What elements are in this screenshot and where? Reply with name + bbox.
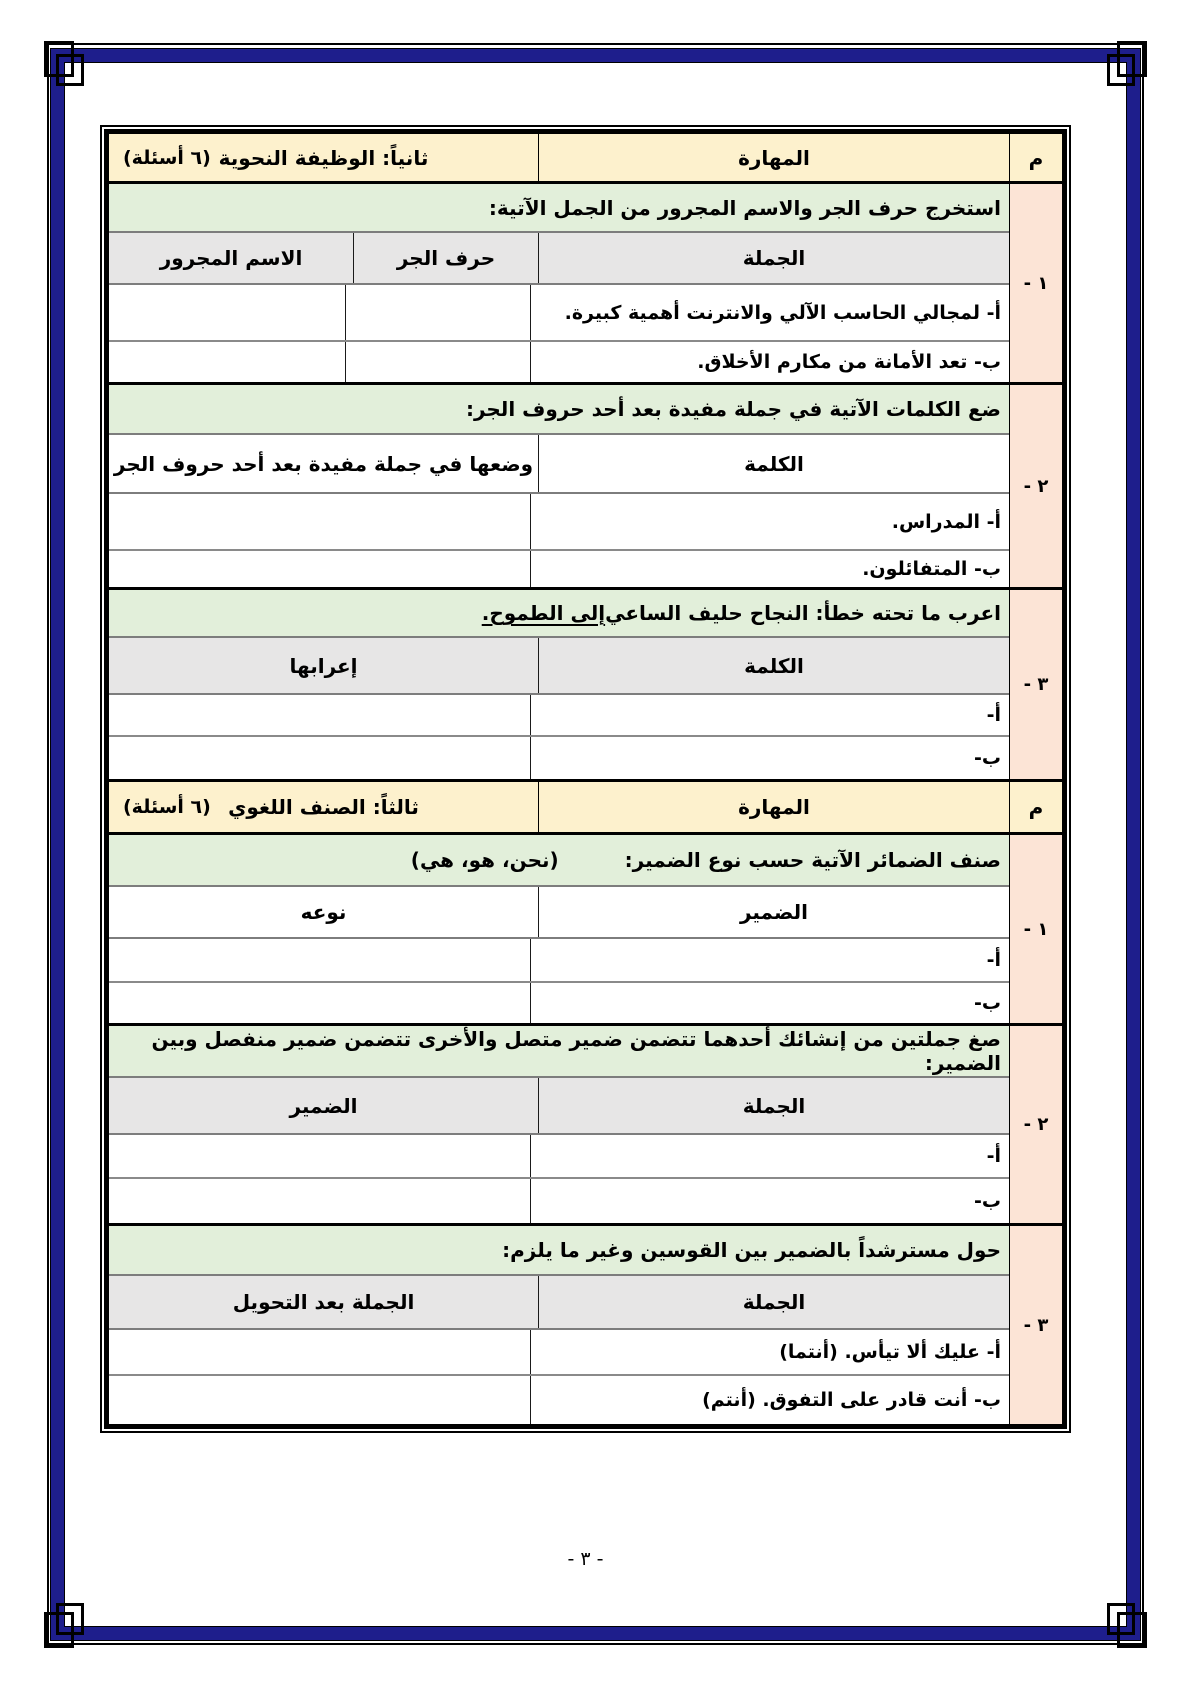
table-row: [109, 737, 1009, 779]
answer-cell: [109, 285, 345, 340]
col-header-kalima: الكلمة: [538, 638, 1009, 693]
table-row: [109, 1376, 1009, 1424]
question-number: ٣ -: [1009, 1226, 1062, 1424]
item-label-cell: ب-: [530, 983, 1009, 1023]
part2-title-cell: [109, 782, 538, 832]
table-header-row: [109, 1276, 1009, 1330]
table-header-row: [109, 638, 1009, 695]
border-corner-ornament: [56, 1603, 84, 1635]
worksheet-table: [104, 129, 1067, 1429]
part2-header-row: [109, 779, 1062, 832]
table-row: [109, 1135, 1009, 1179]
sentence-cell: أ- عليك ألا تيأس. (أنتما): [530, 1330, 1009, 1374]
item-label-cell: ب-: [530, 1179, 1009, 1223]
section-p2-q3: [109, 1223, 1062, 1424]
table-row: [109, 1330, 1009, 1376]
column-header-skill: المهارة: [538, 782, 1009, 832]
sentence-cell: ب- أنت قادر على التفوق. (أنتم): [530, 1376, 1009, 1424]
answer-cell: [109, 1330, 530, 1374]
col-header-kalima: الكلمة: [538, 435, 1009, 492]
col-header-jumla: الجملة: [538, 1078, 1009, 1133]
answer-cell: [109, 551, 530, 587]
underlined-phrase: إلى الطموح.: [481, 601, 606, 625]
question-prompt: ضع الكلمات الآتية في جملة مفيدة بعد أحد حروف الجر:: [109, 385, 1009, 435]
border-corner-ornament: [44, 41, 74, 77]
table-header-row: [109, 887, 1009, 939]
answer-cell: [109, 939, 530, 981]
item-label-cell: ب-: [530, 737, 1009, 779]
question-number: ١ -: [1009, 184, 1062, 382]
answer-cell: [109, 983, 530, 1023]
answer-cell: [109, 695, 530, 735]
table-row: [109, 1179, 1009, 1223]
border-corner-ornament: [1117, 41, 1147, 77]
part1-question-count: (٦ أسئلة): [123, 146, 211, 169]
question-prompt: صنف الضمائر الآتية حسب نوع الضمير: (نحن، هو، هي): [109, 835, 1009, 887]
col-header-dameer: الضمير: [289, 1093, 358, 1118]
column-header-m: م: [1009, 134, 1062, 181]
table-header-row: [109, 435, 1009, 494]
section-p2-q1: [109, 832, 1062, 1023]
answer-cell: [109, 494, 530, 549]
item-label-cell: أ-: [530, 695, 1009, 735]
answer-cell: [109, 1376, 530, 1424]
question-prompt: اعرب ما تحته خطأ: النجاح حليف الساعي إلى الطموح.: [109, 590, 1009, 638]
item-label-cell: أ-: [530, 939, 1009, 981]
page-number: - ٣ -: [567, 1548, 604, 1570]
col-header-usage: وضعها في جملة مفيدة بعد أحد حروف الجر: [113, 451, 534, 476]
sentence-cell: أ- لمجالي الحاسب الآلي والانترنت أهمية كبيرة.: [530, 285, 1009, 340]
border-corner-ornament: [1107, 54, 1135, 86]
table-row: [109, 494, 1009, 551]
table-row: [109, 342, 1009, 382]
part2-question-count: (٦ أسئلة): [123, 796, 211, 818]
part1-title-cell: [109, 134, 538, 181]
word-cell: أ- المدراس.: [530, 494, 1009, 549]
answer-cell: [345, 342, 530, 382]
table-row: [109, 983, 1009, 1023]
table-row: [109, 939, 1009, 983]
question-number: ٣ -: [1009, 590, 1062, 779]
col-header-ism: الاسم المجرور: [159, 246, 303, 270]
column-header-skill: المهارة: [538, 134, 1009, 181]
answer-cell: [109, 1179, 530, 1223]
border-corner-ornament: [1117, 1612, 1147, 1648]
table-header-row: [109, 1078, 1009, 1135]
question-number: ٢ -: [1009, 1026, 1062, 1223]
question-number: ٢ -: [1009, 385, 1062, 587]
col-header-converted: الجملة بعد التحويل: [232, 1290, 415, 1314]
item-label-cell: أ-: [530, 1135, 1009, 1177]
part2-title: ثالثاً: الصنف اللغوي: [228, 795, 419, 819]
table-row: [109, 285, 1009, 342]
answer-cell: [345, 285, 530, 340]
part1-header-row: [109, 134, 1062, 181]
question-prompt: صغ جملتين من إنشائك أحدهما تتضمن ضمير متصل والأخرى تتضمن ضمير منفصل وبين الضمير:: [109, 1026, 1009, 1078]
border-corner-ornament: [1107, 1603, 1135, 1635]
question-prompt: حول مسترشداً بالضمير بين القوسين وغير ما يلزم:: [109, 1226, 1009, 1276]
col-header-jumla: الجملة: [538, 1276, 1009, 1328]
section-p1-q2: [109, 382, 1062, 587]
section-p2-q2: [109, 1023, 1062, 1223]
col-header-irab: إعرابها: [289, 653, 358, 678]
col-header-type: نوعه: [300, 900, 347, 924]
answer-cell: [109, 1135, 530, 1177]
sentence-cell: ب- تعد الأمانة من مكارم الأخلاق.: [530, 342, 1009, 382]
answer-cell: [109, 342, 345, 382]
column-header-m: م: [1009, 782, 1062, 832]
question-prompt: استخرج حرف الجر والاسم المجرور من الجمل الآتية:: [109, 184, 1009, 233]
col-header-dameer: الضمير: [538, 887, 1009, 937]
border-corner-ornament: [44, 1612, 74, 1648]
col-header-jumla: الجملة: [538, 233, 1009, 283]
part1-title: ثانياً: الوظيفة النحوية: [218, 145, 429, 170]
table-header-row: [109, 233, 1009, 285]
question-number: ١ -: [1009, 835, 1062, 1023]
word-cell: ب- المتفائلون.: [530, 551, 1009, 587]
section-p1-q3: [109, 587, 1062, 779]
table-row: [109, 695, 1009, 737]
section-p1-q1: [109, 181, 1062, 382]
col-header-harf: حرف الجر: [353, 233, 538, 283]
border-corner-ornament: [56, 54, 84, 86]
pronoun-hint: (نحن، هو، هي): [410, 848, 559, 872]
answer-cell: [109, 737, 530, 779]
table-row: [109, 551, 1009, 587]
